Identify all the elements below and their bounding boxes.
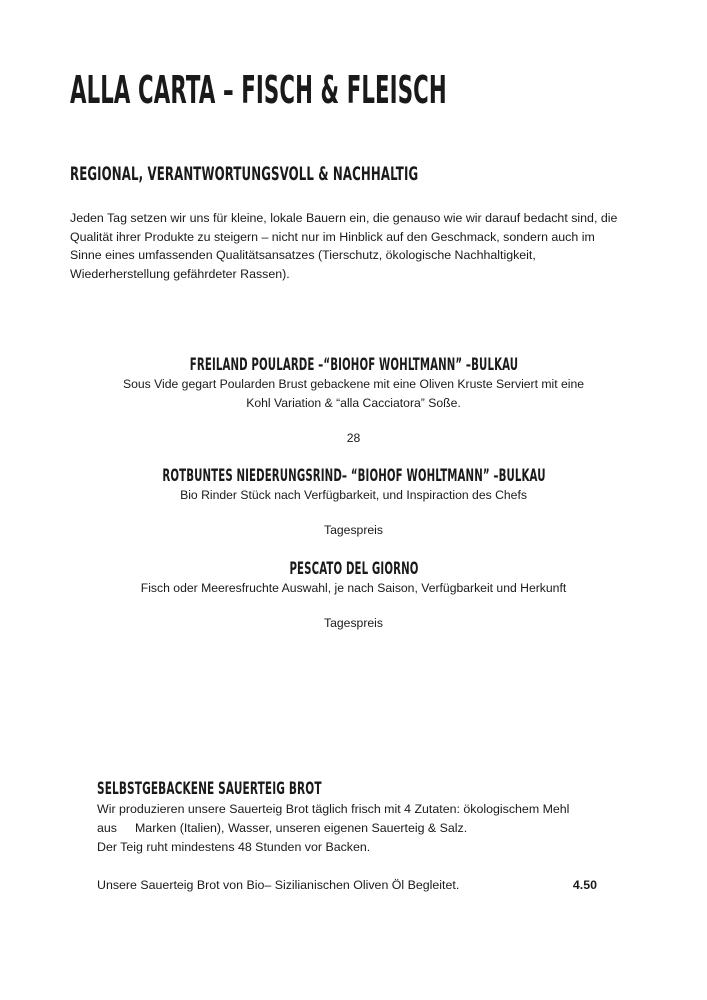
bread-description-line [97, 819, 617, 838]
bread-footer-text: Unsere Sauerteig Brot von Bio– Sizilianischen Oliven Öl Begleitet. [97, 878, 460, 892]
dish-item-pescato [0, 559, 707, 630]
dish-description [0, 579, 707, 598]
dish-description-line: Kohl Variation & “alla Cacciatora” Soße. [246, 395, 461, 410]
dish-price: Tagespreis [324, 616, 383, 630]
bread-title: SELBSTGEBACKENE SAUERTEIG BROT [97, 779, 322, 799]
dish-description-line: Fisch oder Meeresfruchte Auswahl, je nach Saison, Verfügbarkeit und Herkunft [140, 581, 567, 595]
bread-description-line: Wir produzieren unsere Sauerteig Brot täglich frisch mit 4 Zutaten: ökologischem Mehl [97, 802, 570, 816]
dish-description [0, 486, 707, 505]
intro-line: Qualität ihrer Produkte zu steigern – nicht nur im Hinblick auf den Geschmack, sondern auch im [70, 229, 595, 244]
bread-line-prefix: aus [97, 821, 117, 835]
dish-description-line: Bio Rinder Stück nach Verfügbarkeit, und Inspiraction des Chefs [180, 488, 527, 502]
bread-line-rest: Marken (Italien), Wasser, unseren eigenen Sauerteig & Salz. [134, 821, 468, 835]
dish-title: FREILAND POULARDE –“BIOHOF WOHLTMANN” –BULKAU [189, 355, 518, 375]
dish-item-rind [0, 466, 707, 537]
dish-description [0, 375, 707, 412]
intro-paragraph [70, 209, 650, 283]
dish-description-line: Sous Vide gegart Poularden Brust gebackene mit eine Oliven Kruste Serviert mit eine [122, 377, 585, 391]
dish-item-poularde [0, 355, 707, 445]
section-heading: REGIONAL, VERANTWORTUNGSVOLL & NACHHALTIG [70, 163, 419, 185]
page-title: ALLA CARTA – FISCH & FLEISCH [70, 68, 447, 112]
bread-price: 4.50 [572, 878, 597, 892]
dish-title: PESCATO DEL GIORNO [288, 559, 419, 579]
intro-line: Wiederherstellung gefährdeter Rassen). [70, 266, 290, 281]
dish-price: Tagespreis [324, 523, 383, 537]
bread-description [97, 800, 617, 857]
bread-description-line: Der Teig ruht mindestens 48 Stunden vor Backen. [97, 840, 371, 854]
intro-line: Sinne eines umfassenden Qualitätsansatzes (Tierschutz, ökologische Nachhaltigkeit, [70, 248, 536, 262]
bread-footer [97, 876, 597, 894]
dish-title: ROTBUNTES NIEDERUNGSRIND– “BIOHOF WOHLTMANN” –BULKAU [161, 466, 546, 486]
intro-line: Jeden Tag setzen wir uns für kleine, lokale Bauern ein, die genauso wie wir darauf bedacht sind, die [70, 211, 618, 225]
dish-price: 28 [346, 431, 361, 445]
